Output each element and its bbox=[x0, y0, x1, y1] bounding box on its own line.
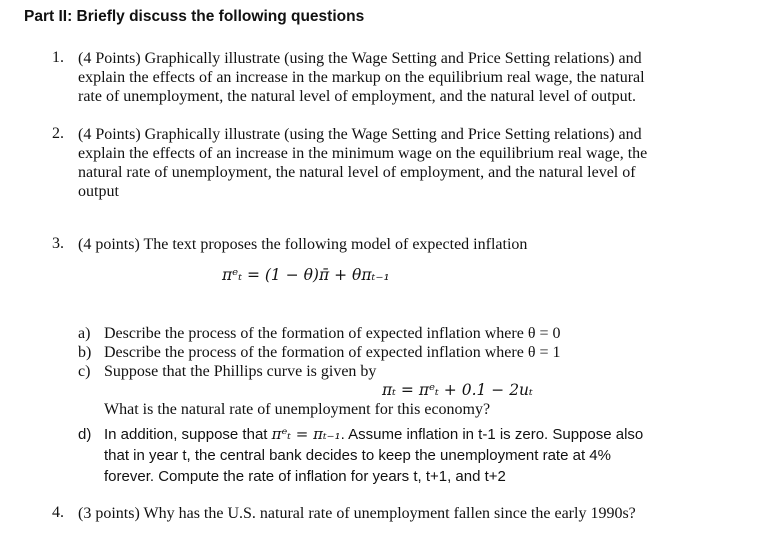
question-2-line-4: output bbox=[78, 183, 119, 200]
question-2-line-2: explain the effects of an increase in the minimum wage on the equilibrium real wage, the bbox=[78, 145, 648, 162]
question-3-number: 3. bbox=[52, 235, 64, 252]
question-3d-label: d) bbox=[78, 426, 92, 443]
question-3d-line-2: that in year t, the central bank decides to keep the unemployment rate at 4% bbox=[104, 447, 611, 464]
question-3d-line-1 bbox=[104, 425, 643, 444]
question-3b-label: b) bbox=[78, 344, 92, 361]
section-heading: Part II: Briefly discuss the following questions bbox=[24, 8, 365, 25]
question-1-line-3: rate of unemployment, the natural level of employment, and the natural level of output. bbox=[78, 88, 637, 105]
question-1-line-2: explain the effects of an increase in the markup on the equilibrium real wage, the natural bbox=[78, 69, 645, 86]
question-3c-text: Suppose that the Phillips curve is given by bbox=[104, 363, 377, 380]
question-3a-label: a) bbox=[78, 325, 91, 342]
question-3a-text: Describe the process of the formation of expected inflation where θ = 0 bbox=[104, 325, 561, 342]
question-3d-line-3: forever. Compute the rate of inflation for years t, t+1, and t+2 bbox=[104, 468, 506, 485]
question-3c-question: What is the natural rate of unemployment for this economy? bbox=[104, 401, 491, 418]
question-3c-label: c) bbox=[78, 363, 91, 380]
question-2-line-3: natural rate of unemployment, the natural level of employment, and the natural level of bbox=[78, 164, 636, 181]
question-2-number: 2. bbox=[52, 125, 64, 142]
question-3b-text: Describe the process of the formation of expected inflation where θ = 1 bbox=[104, 344, 561, 361]
question-4-text: (3 points) Why has the U.S. natural rate of unemployment fallen since the early 1990s? bbox=[78, 505, 636, 522]
question-3-intro: (4 points) The text proposes the following model of expected inflation bbox=[78, 236, 528, 253]
phillips-curve-equation: πₜ = πᵉₜ + 0.1 − 2uₜ bbox=[382, 381, 533, 399]
question-3d-line-1-post: . Assume inflation in t-1 is zero. Suppose also bbox=[340, 426, 644, 443]
question-1-number: 1. bbox=[52, 49, 64, 66]
question-4-number: 4. bbox=[52, 504, 64, 521]
question-3d-line-1-pre: In addition, suppose that bbox=[104, 426, 268, 443]
question-2-line-1: (4 Points) Graphically illustrate (using the Wage Setting and Price Setting relations) and bbox=[78, 126, 642, 143]
question-1-line-1: (4 Points) Graphically illustrate (using the Wage Setting and Price Setting relations) and bbox=[78, 50, 642, 67]
expected-inflation-equation: πᵉₜ = (1 − θ)π̄ + θπₜ₋₁ bbox=[222, 266, 390, 284]
adaptive-expectation-equation: πᵉₜ = πₜ₋₁ bbox=[271, 425, 341, 443]
